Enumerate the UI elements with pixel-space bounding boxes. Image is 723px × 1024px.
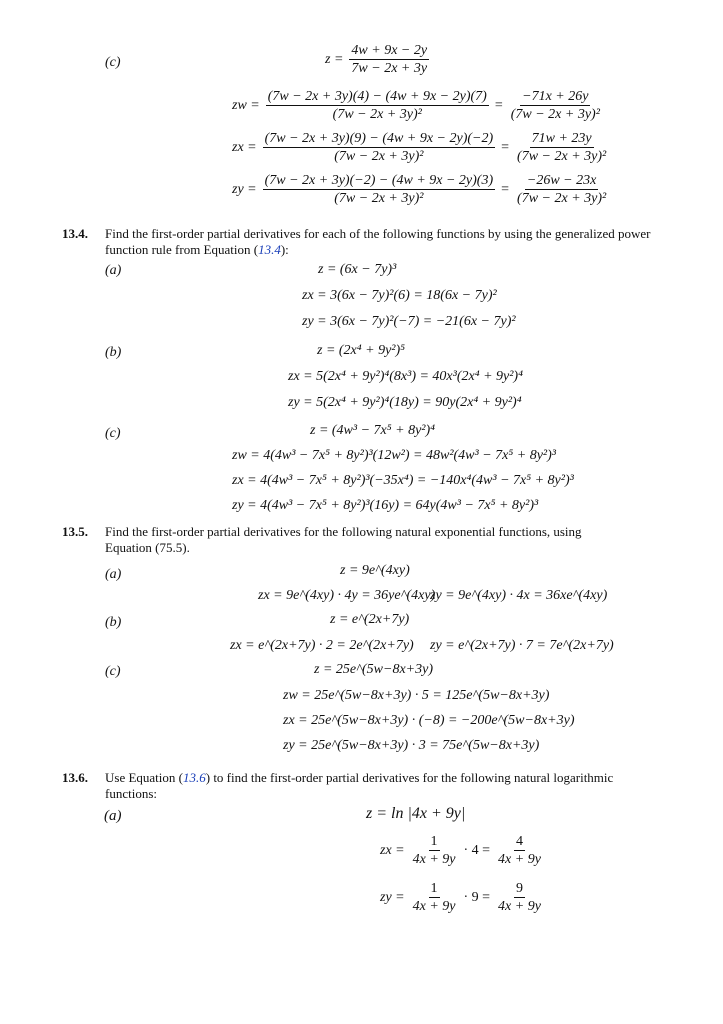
partial-zw: zw = $\frac{(7w - 2x + 3y)(4) - (4w + 9x - 2y)(7)}{\text{(7w − 2x + 3y)²}}$ = $\frac{-71x + 26y}{\text{(7w − 2x + 3y)²}}$ [232,89,600,122]
zx-lhs: zx = [232,139,257,155]
equation-line: zx = 25e^(5w−8x+3y) · (−8) = −200e^(5w−8x+3y) [283,713,575,728]
zy-numerator: (7w − 2x + 3y)(−2) − (4w + 9x − 2y)(3) [264,173,494,188]
zy-multiplier: · 9 = [463,889,491,905]
part-label-c: (c) [105,426,121,441]
problem-number: 13.6. [62,770,88,785]
partial-zx: zx = $\frac{(7w - 2x + 3y)(9) - (4w + 9x - 2y)(-2)}{\text{(7w − 2x + 3y)²}}$ = $\frac{71w + 23y}{\text{(7w − 2x + 3y)²}}$ [232,131,607,164]
zw-denominator: (7w − 2x + 3y)² [332,107,422,122]
equation-line: zy = 25e^(5w−8x+3y) · 3 = 75e^(5w−8x+3y) [283,738,540,753]
part-label-b: (b) [105,615,122,630]
problem-text-end: ): [280,242,289,257]
part-label-a: (a) [105,567,122,582]
problem-number: 13.4. [62,226,88,241]
part-label-a: (a) [105,263,122,278]
zx-numerator: 1 [430,834,438,849]
equation-line: zy = 9e^(4xy) · 4x = 36xe^(4xy) [430,588,608,603]
zx-result-numerator: 4 [515,834,523,849]
problem-13-5 [62,524,622,556]
problem-13-6 [62,770,662,802]
problem-text-end: ) to find the first-order partial derivatives for the following natural logarithmic functions: [105,770,614,801]
equation-line: z = (6x − 7y)³ [318,262,397,277]
partial-zy: zy = $\frac{(7w - 2x + 3y)(-2) - (4w + 9x - 2y)(3)}{\text{(7w − 2x + 3y)²}}$ = $\frac{-26w - 23x}{\text{(7w − 2x + 3y)²}}$ [232,173,607,206]
equation-line: zw = 25e^(5w−8x+3y) · 5 = 125e^(5w−8x+3y) [283,688,550,703]
zy-result-denominator: (7w − 2x + 3y)² [517,191,607,206]
equation-line: zy = e^(2x+7y) · 7 = 7e^(2x+7y) [430,638,614,653]
part-label-b: (b) [105,345,122,360]
zx-result-denominator: (7w − 2x + 3y)² [517,149,607,164]
equation-line: zx = 4(4w³ − 7x⁵ + 8y²)³(−35x⁴) = −140x⁴(4w³ − 7x⁵ + 8y²)³ [232,473,574,488]
equation-line: zy = 4(4w³ − 7x⁵ + 8y²)³(16y) = 64y(4w³ − 7x⁵ + 8y²)³ [232,498,539,513]
zx-denominator: 4x + 9y [412,852,456,867]
function-denominator: 7w − 2x + 3y [351,61,428,76]
zy-lhs: zy = [380,889,405,905]
zw-numerator: (7w − 2x + 3y)(4) − (4w + 9x − 2y)(7) [267,89,487,104]
function-lhs: z = [325,51,344,67]
zy-result-denominator: 4x + 9y [498,899,541,914]
zy-result-numerator: −26w − 23x [526,173,597,188]
log-partial-zx [380,833,543,868]
zy-numerator: 1 [430,881,438,896]
equation-line: z = (2x⁴ + 9y²)⁵ [317,343,406,358]
equation-line: zx = 9e^(4xy) · 4y = 36ye^(4xy) [258,588,436,603]
equation-link[interactable]: 13.6 [182,770,206,785]
zy-denominator: (7w − 2x + 3y)² [334,191,424,206]
problem-number: 13.5. [62,524,88,539]
log-partial-zy [380,880,543,915]
equation-line: zy = 5(2x⁴ + 9y²)⁴(18y) = 90y(2x⁴ + 9y²)⁴ [288,395,522,410]
equation-link[interactable]: 13.4 [258,242,281,257]
equation-line: z = 9e^(4xy) [340,563,410,578]
zx-lhs: zx = [380,842,405,858]
zy-result-numerator: 9 [515,881,523,896]
zy-lhs: zy = [232,181,257,197]
equation-line: zw = 4(4w³ − 7x⁵ + 8y²)³(12w²) = 48w²(4w³ − 7x⁵ + 8y²)³ [232,448,556,463]
problem-text: Use Equation ( [105,770,183,785]
function-numerator: 4w + 9x − 2y [351,43,428,58]
zw-result-numerator: −71x + 26y [522,89,589,104]
zx-result-denominator: 4x + 9y [498,852,541,867]
equation-line: zx = 5(2x⁴ + 9y²)⁴(8x³) = 40x³(2x⁴ + 9y²)⁴ [288,369,523,384]
part-label-c: (c) [105,664,121,679]
equation-line: z = (4w³ − 7x⁵ + 8y²)⁴ [310,423,436,438]
zx-result-numerator: 71w + 23y [531,131,592,146]
zx-denominator: (7w − 2x + 3y)² [334,149,424,164]
zx-numerator: (7w − 2x + 3y)(9) − (4w + 9x − 2y)(−2) [264,131,494,146]
problem-13-4 [62,226,662,258]
equation-line: zx = 3(6x − 7y)²(6) = 18(6x − 7y)² [302,288,497,303]
equation-line: z = e^(2x+7y) [330,612,410,627]
zy-denominator: 4x + 9y [412,899,456,914]
quotient-function [325,42,429,77]
zw-result-denominator: (7w − 2x + 3y)² [510,107,600,122]
log-function: z = ln |4x + 9y| [366,805,466,822]
equation-line: z = 25e^(5w−8x+3y) [314,662,433,677]
part-label-a: (a) [104,808,122,824]
problem-text: Find the first-order partial derivatives for each of the following functions by using the generalized power function rule from Equation ( [105,226,651,257]
part-label-c-top: (c) [105,55,121,70]
equation-line: zx = e^(2x+7y) · 2 = 2e^(2x+7y) [230,638,414,653]
zx-multiplier: · 4 = [463,842,491,858]
problem-text: Find the first-order partial derivatives for the following natural exponential functions, using Equation (75.5). [105,524,582,555]
equation-line: zy = 3(6x − 7y)²(−7) = −21(6x − 7y)² [302,314,516,329]
zw-lhs: zw = [232,97,260,113]
